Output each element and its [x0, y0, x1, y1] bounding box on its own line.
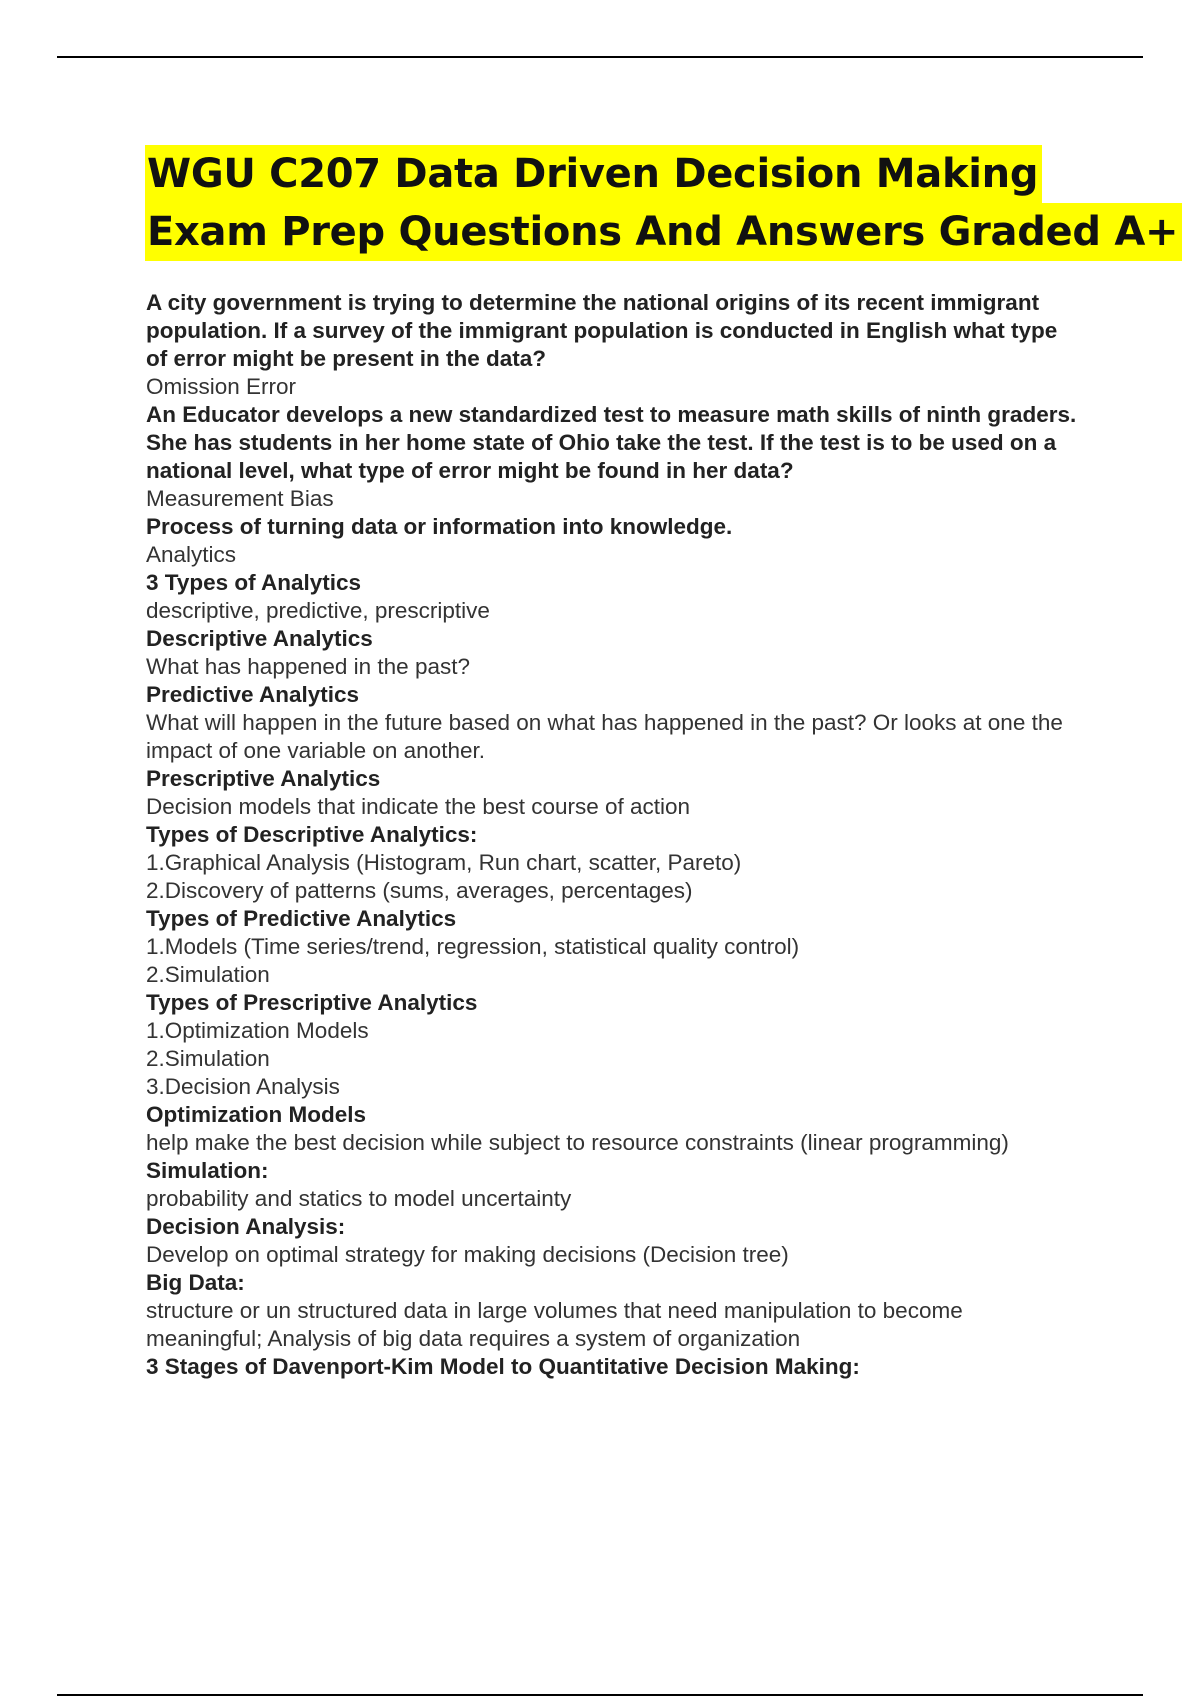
question-text: Types of Descriptive Analytics:	[146, 822, 478, 847]
qa-entry	[146, 905, 1081, 989]
qa-entry	[146, 681, 1081, 765]
question-text: Descriptive Analytics	[146, 626, 373, 651]
answer-text: Analytics	[146, 542, 237, 567]
question-text: Process of turning data or information into knowledge.	[146, 514, 733, 539]
answer-line: 2.Simulation	[146, 1046, 270, 1071]
qa-entry	[146, 989, 1081, 1101]
question-text: Prescriptive Analytics	[146, 766, 381, 791]
answer-text: Decision models that indicate the best course of action	[146, 794, 691, 819]
answer-line: 2.Simulation	[146, 962, 270, 987]
question-text: An Educator develops a new standardized test to measure math skills of ninth graders. She has students in her home state of Ohio take the test. If the test is to be used on a national level, what type of error might be found in her data?	[146, 402, 1077, 483]
qa-entry	[146, 289, 1081, 401]
qa-entry	[146, 569, 1081, 625]
question-text: Decision Analysis:	[146, 1214, 346, 1239]
question-text: Types of Prescriptive Analytics	[146, 990, 478, 1015]
qa-entry	[146, 821, 1081, 905]
answer-line: 1.Optimization Models	[146, 1018, 369, 1043]
answer-line: 2.Discovery of patterns (sums, averages, percentages)	[146, 878, 693, 903]
qa-entry	[146, 1213, 1081, 1269]
document-title	[145, 145, 1179, 261]
question-text: A city government is trying to determine the national origins of its recent immigrant population. If a survey of the immigrant population is conducted in English what type of error might be present in the data?	[146, 290, 1058, 371]
answer-text: What has happened in the past?	[146, 654, 470, 679]
answer-text: probability and statics to model uncertainty	[146, 1186, 572, 1211]
qa-entry	[146, 1157, 1081, 1213]
answer-text: help make the best decision while subject to resource constraints (linear programming)	[146, 1130, 1009, 1155]
answer-text: What will happen in the future based on what has happened in the past? Or looks at one the impact of one variable on another.	[146, 710, 1063, 763]
question-text: Types of Predictive Analytics	[146, 906, 457, 931]
answer-line: 1.Models (Time series/trend, regression, statistical quality control)	[146, 934, 800, 959]
qa-list	[146, 289, 1081, 1381]
top-rule	[57, 56, 1143, 58]
answer-text: Omission Error	[146, 374, 297, 399]
qa-entry	[146, 1269, 1081, 1353]
answer-text: structure or un structured data in large volumes that need manipulation to become meaningful; Analysis of big data requires a system of organization	[146, 1298, 963, 1351]
question-text: Optimization Models	[146, 1102, 367, 1127]
qa-entry	[146, 625, 1081, 681]
title-line-2: Exam Prep Questions And Answers Graded A+	[145, 203, 1182, 261]
bottom-rule	[57, 1694, 1143, 1696]
qa-entry	[146, 1101, 1081, 1157]
answer-text: Measurement Bias	[146, 486, 334, 511]
qa-entry	[146, 513, 1081, 569]
answer-text: descriptive, predictive, prescriptive	[146, 598, 490, 623]
question-text: 3 Types of Analytics	[146, 570, 362, 595]
qa-entry	[146, 401, 1081, 513]
answer-line: 3.Decision Analysis	[146, 1074, 340, 1099]
question-text: Predictive Analytics	[146, 682, 360, 707]
question-text: Simulation:	[146, 1158, 269, 1183]
qa-entry	[146, 765, 1081, 821]
question-text: 3 Stages of Davenport-Kim Model to Quantitative Decision Making:	[146, 1354, 860, 1379]
answer-text: Develop on optimal strategy for making decisions (Decision tree)	[146, 1242, 789, 1267]
answer-line: 1.Graphical Analysis (Histogram, Run chart, scatter, Pareto)	[146, 850, 742, 875]
question-text: Big Data:	[146, 1270, 245, 1295]
title-line-1: WGU C207 Data Driven Decision Making	[145, 145, 1042, 203]
qa-entry	[146, 1353, 1081, 1381]
